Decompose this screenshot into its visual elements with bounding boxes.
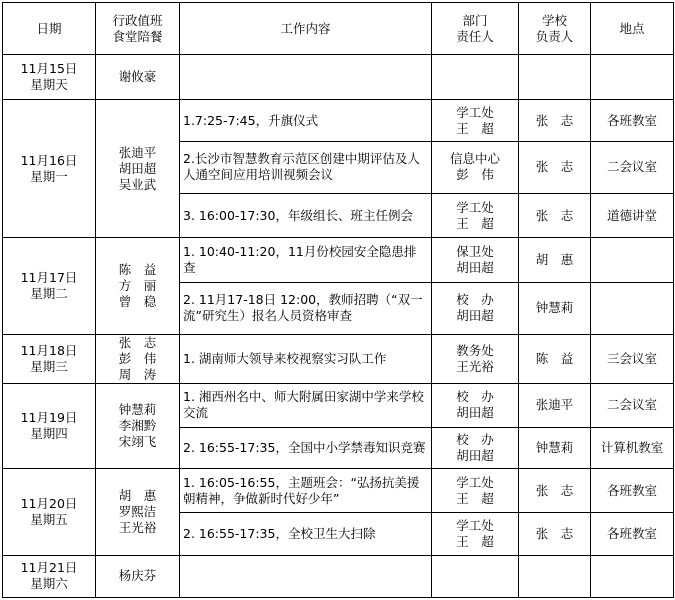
date-cell	[3, 334, 96, 383]
place-cell	[591, 238, 674, 283]
dept-cell-text: 胡田超	[456, 448, 494, 464]
duty-cell	[96, 334, 180, 383]
duty-cell-text: 吴业武	[118, 176, 157, 192]
place-cell	[591, 428, 674, 469]
date-cell-text: 11月18日	[20, 342, 78, 358]
leader-cell	[519, 334, 591, 383]
dept-cell	[432, 469, 519, 513]
duty-cell-text: 彭 伟	[118, 350, 157, 366]
leader-cell	[519, 55, 591, 100]
place-text: 二会议室	[606, 159, 657, 175]
content-cell	[180, 141, 432, 193]
date-cell	[3, 238, 96, 334]
content-cell	[180, 383, 432, 427]
date-cell-text: 11月17日	[20, 269, 78, 285]
dept-cell	[432, 555, 519, 597]
place-text: 各班教室	[606, 482, 657, 498]
leader-cell	[519, 555, 591, 597]
date-cell-text: 星期六	[30, 576, 68, 592]
table-row	[3, 555, 674, 597]
leader-text: 张 志	[535, 112, 574, 128]
dept-cell-text: 教务处	[456, 342, 494, 358]
leader-cell	[519, 100, 591, 141]
dept-cell-text: 校 办	[456, 292, 494, 308]
dept-cell	[432, 513, 519, 555]
dept-cell-text: 胡田超	[456, 405, 494, 421]
header-content: 工作内容	[180, 3, 432, 55]
content-text: 1. 16:05-16:55，主题班会：“弘扬抗美援朝精神，争做新时代好少年”	[183, 474, 420, 506]
leader-text: 张 志	[535, 482, 574, 498]
leader-cell	[519, 428, 591, 469]
content-text: 2. 16:55-17:35，全国中小学禁毒知识竞赛	[183, 440, 426, 456]
duty-cell	[96, 555, 180, 597]
duty-cell-text: 张迪平	[118, 144, 157, 160]
leader-cell	[519, 513, 591, 555]
place-cell	[591, 513, 674, 555]
content-cell	[180, 334, 432, 383]
content-text: 1.7:25-7:45，升旗仪式	[183, 112, 319, 128]
table-row	[3, 238, 674, 283]
leader-text: 张迪平	[535, 397, 574, 413]
content-text: 1. 湘西州名中、师大附属田家湖中学来学校交流	[183, 389, 424, 421]
leader-cell	[519, 238, 591, 283]
dept-cell-text: 彭 伟	[456, 167, 494, 183]
duty-cell-text: 方 丽	[118, 277, 157, 293]
place-text: 计算机教室	[600, 440, 664, 456]
dept-cell	[432, 100, 519, 141]
place-cell	[591, 555, 674, 597]
duty-cell	[96, 383, 180, 468]
leader-cell	[519, 469, 591, 513]
date-cell-text: 11月16日	[20, 152, 78, 168]
place-cell	[591, 383, 674, 427]
place-text: 三会议室	[606, 350, 657, 366]
place-cell	[591, 141, 674, 193]
date-cell	[3, 469, 96, 555]
duty-cell-text: 胡 惠	[118, 487, 157, 503]
content-text: 2.长沙市智慧教育示范区创建中期评估及人人通空间应用培训视频会议	[183, 151, 420, 183]
date-cell-text: 星期天	[30, 77, 68, 93]
duty-cell	[96, 55, 180, 100]
dept-cell-text: 保卫处	[456, 244, 494, 260]
table-row	[3, 100, 674, 141]
content-text: 2. 16:55-17:35，全校卫生大扫除	[183, 526, 376, 542]
leader-text: 张 志	[535, 159, 574, 175]
dept-cell-text: 王 超	[456, 120, 494, 136]
place-cell	[591, 334, 674, 383]
header-dept: 部门 责任人	[432, 3, 519, 55]
dept-cell-text: 学工处	[456, 104, 494, 120]
duty-cell-text: 杨庆芬	[118, 568, 157, 584]
date-cell-text: 星期三	[30, 358, 68, 374]
place-text: 二会议室	[606, 397, 657, 413]
content-cell	[180, 428, 432, 469]
content-text: 1. 湖南师大领导来校视察实习队工作	[183, 350, 387, 366]
content-text: 1. 10:40-11:20，11月份校园安全隐患排查	[183, 244, 417, 276]
leader-cell	[519, 193, 591, 237]
content-text: 3. 16:00-17:30，年级组长、班主任例会	[183, 207, 413, 223]
leader-text: 胡 惠	[535, 252, 574, 268]
leader-text: 陈 益	[535, 350, 574, 366]
content-cell	[180, 555, 432, 597]
dept-cell-text: 学工处	[456, 474, 494, 490]
content-cell	[180, 513, 432, 555]
dept-cell	[432, 428, 519, 469]
table-row	[3, 383, 674, 427]
date-cell-text: 星期五	[30, 511, 68, 527]
place-text: 各班教室	[606, 112, 657, 128]
content-cell	[180, 238, 432, 283]
leader-cell	[519, 141, 591, 193]
dept-cell-text: 王光裕	[456, 358, 494, 374]
dept-cell	[432, 283, 519, 334]
leader-cell	[519, 383, 591, 427]
dept-cell	[432, 383, 519, 427]
date-cell-text: 11月19日	[20, 410, 78, 426]
schedule-body	[3, 3, 674, 598]
place-cell	[591, 469, 674, 513]
dept-cell	[432, 55, 519, 100]
duty-cell-text: 曾 稳	[118, 293, 157, 309]
header-row	[3, 3, 674, 55]
dept-cell-text: 信息中心	[449, 151, 500, 167]
duty-cell	[96, 469, 180, 555]
date-cell-text: 星期二	[30, 285, 68, 301]
date-cell	[3, 55, 96, 100]
place-text: 道德讲堂	[606, 207, 657, 223]
leader-text: 钟慧莉	[535, 300, 574, 316]
dept-cell-text: 王 超	[456, 490, 494, 506]
duty-cell-text: 宋翊飞	[118, 434, 157, 450]
leader-text: 钟慧莉	[535, 440, 574, 456]
dept-cell-text: 校 办	[456, 432, 494, 448]
table-row	[3, 55, 674, 100]
dept-cell	[432, 141, 519, 193]
duty-cell-text: 王光裕	[118, 519, 157, 535]
duty-cell-text: 罗熙洁	[118, 503, 157, 519]
header-date: 日期	[3, 3, 96, 55]
place-cell	[591, 55, 674, 100]
duty-cell-text: 张 志	[118, 334, 157, 350]
duty-cell-text: 陈 益	[118, 261, 157, 277]
table-row	[3, 469, 674, 513]
dept-cell-text: 王 超	[456, 534, 494, 550]
leader-text: 张 志	[535, 207, 574, 223]
date-cell-text: 11月15日	[20, 61, 78, 77]
date-cell	[3, 383, 96, 468]
duty-cell-text: 钟慧莉	[118, 402, 157, 418]
date-cell	[3, 100, 96, 238]
place-text: 各班教室	[606, 526, 657, 542]
header-duty: 行政值班 食堂陪餐	[96, 3, 180, 55]
date-cell-text: 星期一	[30, 168, 68, 184]
place-cell	[591, 283, 674, 334]
leader-text: 张 志	[535, 526, 574, 542]
dept-cell-text: 王 超	[456, 215, 494, 231]
dept-cell	[432, 334, 519, 383]
header-place: 地点	[591, 3, 674, 55]
date-cell-text: 11月20日	[20, 495, 78, 511]
content-cell	[180, 55, 432, 100]
duty-schedule-table	[2, 2, 674, 598]
dept-cell-text: 胡田超	[456, 308, 494, 324]
duty-cell	[96, 238, 180, 334]
dept-cell	[432, 193, 519, 237]
dept-cell-text: 胡田超	[456, 260, 494, 276]
content-cell	[180, 469, 432, 513]
content-cell	[180, 283, 432, 334]
date-cell-text: 11月21日	[20, 560, 78, 576]
duty-cell-text: 谢攸豪	[118, 69, 157, 85]
duty-cell	[96, 100, 180, 238]
dept-cell-text: 学工处	[456, 199, 494, 215]
content-cell	[180, 100, 432, 141]
header-leader: 学校 负责人	[519, 3, 591, 55]
dept-cell-text: 学工处	[456, 518, 494, 534]
duty-cell-text: 周 涛	[118, 366, 157, 382]
date-cell-text: 星期四	[30, 426, 68, 442]
dept-cell	[432, 238, 519, 283]
duty-cell-text: 李湘黔	[118, 418, 157, 434]
dept-cell-text: 校 办	[456, 389, 494, 405]
content-cell	[180, 193, 432, 237]
place-cell	[591, 193, 674, 237]
table-row	[3, 334, 674, 383]
date-cell	[3, 555, 96, 597]
duty-cell-text: 胡田超	[118, 160, 157, 176]
content-text: 2. 11月17-18日 12:00，教师招聘（“双一流”研究生）报名人员资格审查	[183, 292, 423, 324]
place-cell	[591, 100, 674, 141]
leader-cell	[519, 283, 591, 334]
